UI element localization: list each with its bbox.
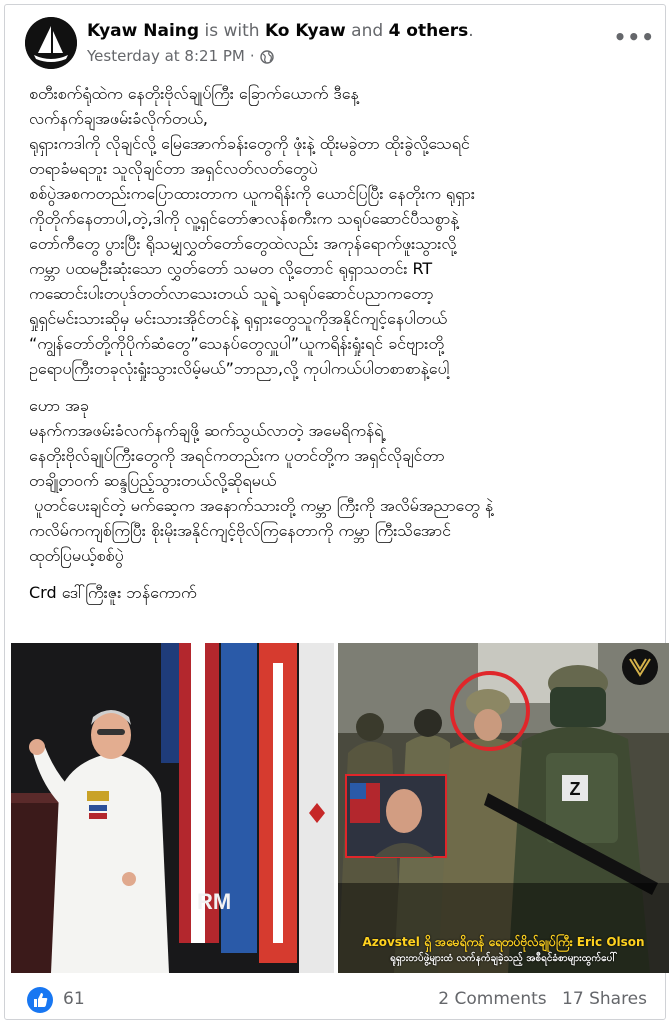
- globe-icon: [260, 49, 274, 63]
- paragraph-gap: [29, 568, 653, 580]
- caption-line-2: ရုရှားတပ်ဖွဲ့များထံ လက်နက်ချခဲ့သည့် အစီရင်ခံစာများထွက်ပေါ်: [390, 953, 617, 964]
- post-body: [29, 81, 653, 605]
- others-link[interactable]: 4 others: [388, 21, 469, 41]
- photo-caption: [338, 933, 669, 967]
- vest-letter: Z: [569, 779, 581, 799]
- comments-count[interactable]: 2 Comments: [438, 989, 547, 1009]
- boat-logo-icon: [25, 17, 77, 69]
- more-options-icon[interactable]: •••: [613, 25, 655, 49]
- like-icon[interactable]: [27, 987, 53, 1013]
- post-paragraph-2: ရုရှားကဒါကို လိုချင်လို့ မြေအောက်ခန်းတွေကို ဖုံးနဲ့ ထိုးမခွဲတာ ထိုးခွဲလို့သေရင် တရာခံမရဘူး သူလိုချင်တာ အရှင်လတ်လတ်တွေပဲ စစ်ပွဲအစကတည်းကပြောထားတာက ယူကရိန်းကို ယောင်ပြပြီး နေတိုးက ရုရှား ကိုတိုက်နေတာပါ,တဲ့,ဒါကို လူ့ရှင်တော်ဇာလန်စကီးက သရုပ်ဆောင်ပီသစွာနဲ့ တော်ကီတွေ ပွားပြီး ရိုသမျှလွှတ်တော်တွေထဲလည်း အကုန်ရောက်ဖူးသွားလို့ ကမ္ဘာ ပထမဦးဆုံးသော လွှတ်တော် သမတ လို့တောင် ရုရှာသတင်း RT ကဆောင်းပါးတပုဒ်တတ်လာသေးတယ် သူရဲ့ သရုပ်ဆောင်ပညာကတော့ ရှုရှင်မင်းသားဆိုမှ မင်းသားအိုင်တင်နဲ့ ရုရှားတွေသူကိုအနိုင်ကျင့်နေပါတယ် “ကျွန်တော်တို့ကိုပိုက်ဆံတွေ”သေနပ်တွေလှူပါ”ယူကရိန်းရှုံးရင် ခင်ဗျားတို့ ဥရောပကြီးတခုလုံးရှုံးသွားလိမ့်မယ်”ဘာညာ,လို့ ကုပါကယ်ပါတစာစာနဲ့ပေါ့: [29, 134, 475, 378]
- author-avatar[interactable]: [25, 17, 77, 69]
- photo-admiral-speech[interactable]: [11, 643, 334, 973]
- author-line: [87, 20, 474, 42]
- and-text: and: [351, 21, 384, 41]
- photo-soldiers[interactable]: [338, 643, 669, 973]
- facebook-post-card: [4, 4, 666, 1020]
- paragraph-gap: [29, 381, 653, 393]
- reaction-count[interactable]: 61: [63, 989, 85, 1009]
- post-paragraph-1: စတီးစက်ရုံထဲက နေတိုးဗိုလ်ချုပ်ကြီး ခြောက်ယောက် ဒီနေ့ လက်နက်ချအဖမ်းခံလိုက်တယ်,: [29, 84, 359, 128]
- author-name[interactable]: Kyaw Naing: [87, 21, 200, 41]
- timestamp-link[interactable]: Yesterday at 8:21 PM: [87, 47, 245, 65]
- meta-separator: ·: [249, 47, 255, 65]
- post-paragraph-3: ဟော အခု မနက်ကအဖမ်းခံလက်နက်ချဖို့ ဆက်သွယ်လာတဲ့ အမေရိကန်ရဲ့ နေတိုးဗိုလ်ချုပ်ကြီးတွေကို အရင်ကတည်းက ပူတင်တို့က အရှင်လိုချင်တာ တချို့တဝက် ဆန္ဒပြည့်သွားတယ်လို့ဆိုရမယ် ပူတင်ပေးချင်တဲ့ မက်ဆေ့က အနောက်သားတို့ ကမ္ဘာ ကြီးကို အလိမ်အညာတွေ နဲ့ ကလိမ်ကကျစ်ကြပြီး စိုးမိုးအနိုင်ကျင့်ဗိုလ်ကြနေတာကို ကမ္ဘာ ကြီးသိအောင် ထုတ်ပြမယ့်စစ်ပွဲ: [29, 396, 494, 565]
- post-meta: [87, 46, 274, 66]
- flag-text: RM: [197, 889, 232, 914]
- period: .: [468, 21, 474, 41]
- with-text: is with: [204, 21, 260, 41]
- post-footer: [23, 983, 655, 1019]
- admiral-illustration: [11, 643, 334, 973]
- tagged-name[interactable]: Ko Kyaw: [264, 21, 346, 41]
- soldiers-illustration: [338, 643, 669, 973]
- post-credit: Crd ဒေါ်ကြီးဇူး ဘန်ကောက်: [29, 583, 197, 602]
- post-media: [11, 643, 669, 973]
- caption-line-1: Azovstel ရှိ အမေရိကန် ရေတပ်ဗိုလ်ချုပ်ကြီး Eric Olson: [362, 935, 645, 949]
- post-header: [21, 15, 661, 71]
- shares-count[interactable]: 17 Shares: [562, 989, 647, 1009]
- engagement-stats: [438, 989, 647, 1009]
